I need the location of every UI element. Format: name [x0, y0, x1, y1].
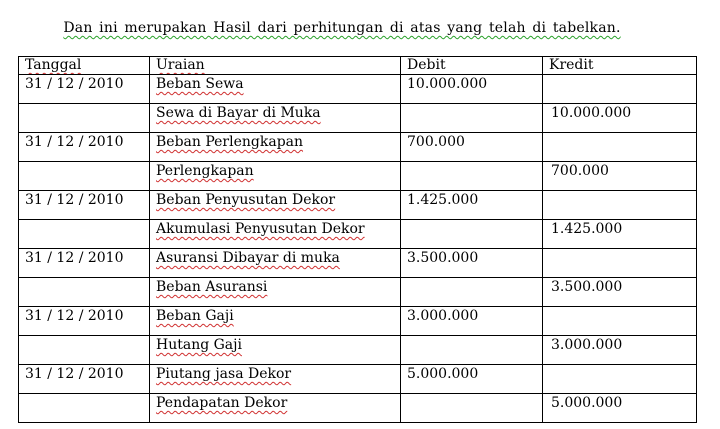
cell-tanggal: 31 / 12 / 2010 — [19, 133, 150, 162]
document-heading — [0, 20, 684, 36]
cell-tanggal: 31 / 12 / 2010 — [19, 191, 150, 220]
cell-uraian: Pendapatan Dekor — [150, 394, 401, 423]
table-row — [19, 307, 697, 336]
table-row — [19, 162, 697, 191]
column-header-debit: Debit — [401, 57, 543, 75]
table-row — [19, 220, 697, 249]
column-header-kredit: Kredit — [543, 57, 697, 75]
table-row — [19, 278, 697, 307]
cell-tanggal — [19, 162, 150, 191]
cell-uraian: Piutang jasa Dekor — [150, 365, 401, 394]
cell-debit — [401, 336, 543, 365]
cell-uraian: Beban Perlengkapan — [150, 133, 401, 162]
cell-uraian: Hutang Gaji — [150, 336, 401, 365]
heading-text: Dan ini merupakan Hasil dari perhitungan di atas yang telah di tabelkan. — [63, 20, 621, 36]
cell-kredit — [543, 365, 697, 394]
cell-uraian: Akumulasi Penyusutan Dekor — [150, 220, 401, 249]
cell-kredit: 700.000 — [543, 162, 697, 191]
cell-debit: 5.000.000 — [401, 365, 543, 394]
journal-table — [18, 56, 697, 423]
cell-kredit: 3.500.000 — [543, 278, 697, 307]
cell-kredit — [543, 75, 697, 104]
cell-debit: 700.000 — [401, 133, 543, 162]
cell-debit — [401, 394, 543, 423]
cell-kredit — [543, 249, 697, 278]
cell-tanggal: 31 / 12 / 2010 — [19, 307, 150, 336]
cell-uraian: Beban Penyusutan Dekor — [150, 191, 401, 220]
cell-kredit — [543, 133, 697, 162]
cell-uraian: Beban Gaji — [150, 307, 401, 336]
table-row — [19, 191, 697, 220]
table-header-row — [19, 57, 697, 75]
cell-debit: 1.425.000 — [401, 191, 543, 220]
cell-debit — [401, 278, 543, 307]
table-row — [19, 133, 697, 162]
cell-tanggal: 31 / 12 / 2010 — [19, 249, 150, 278]
cell-kredit: 3.000.000 — [543, 336, 697, 365]
cell-uraian: Beban Sewa — [150, 75, 401, 104]
table-row — [19, 394, 697, 423]
cell-debit: 3.500.000 — [401, 249, 543, 278]
table-row — [19, 365, 697, 394]
cell-kredit: 10.000.000 — [543, 104, 697, 133]
table-row — [19, 336, 697, 365]
cell-tanggal — [19, 278, 150, 307]
cell-tanggal — [19, 336, 150, 365]
cell-tanggal — [19, 220, 150, 249]
cell-debit: 3.000.000 — [401, 307, 543, 336]
cell-uraian: Sewa di Bayar di Muka — [150, 104, 401, 133]
cell-tanggal — [19, 104, 150, 133]
cell-uraian: Beban Asuransi — [150, 278, 401, 307]
cell-uraian: Perlengkapan — [150, 162, 401, 191]
table-row — [19, 104, 697, 133]
cell-kredit: 5.000.000 — [543, 394, 697, 423]
cell-kredit — [543, 307, 697, 336]
table-body — [19, 75, 697, 423]
cell-debit: 10.000.000 — [401, 75, 543, 104]
cell-uraian: Asuransi Dibayar di muka — [150, 249, 401, 278]
cell-tanggal: 31 / 12 / 2010 — [19, 365, 150, 394]
cell-debit — [401, 220, 543, 249]
table-row — [19, 249, 697, 278]
cell-kredit: 1.425.000 — [543, 220, 697, 249]
cell-kredit — [543, 191, 697, 220]
column-header-tanggal: Tanggal — [19, 57, 150, 75]
cell-tanggal — [19, 394, 150, 423]
table-row — [19, 75, 697, 104]
column-header-uraian: Uraian — [150, 57, 401, 75]
cell-debit — [401, 104, 543, 133]
cell-debit — [401, 162, 543, 191]
cell-tanggal: 31 / 12 / 2010 — [19, 75, 150, 104]
